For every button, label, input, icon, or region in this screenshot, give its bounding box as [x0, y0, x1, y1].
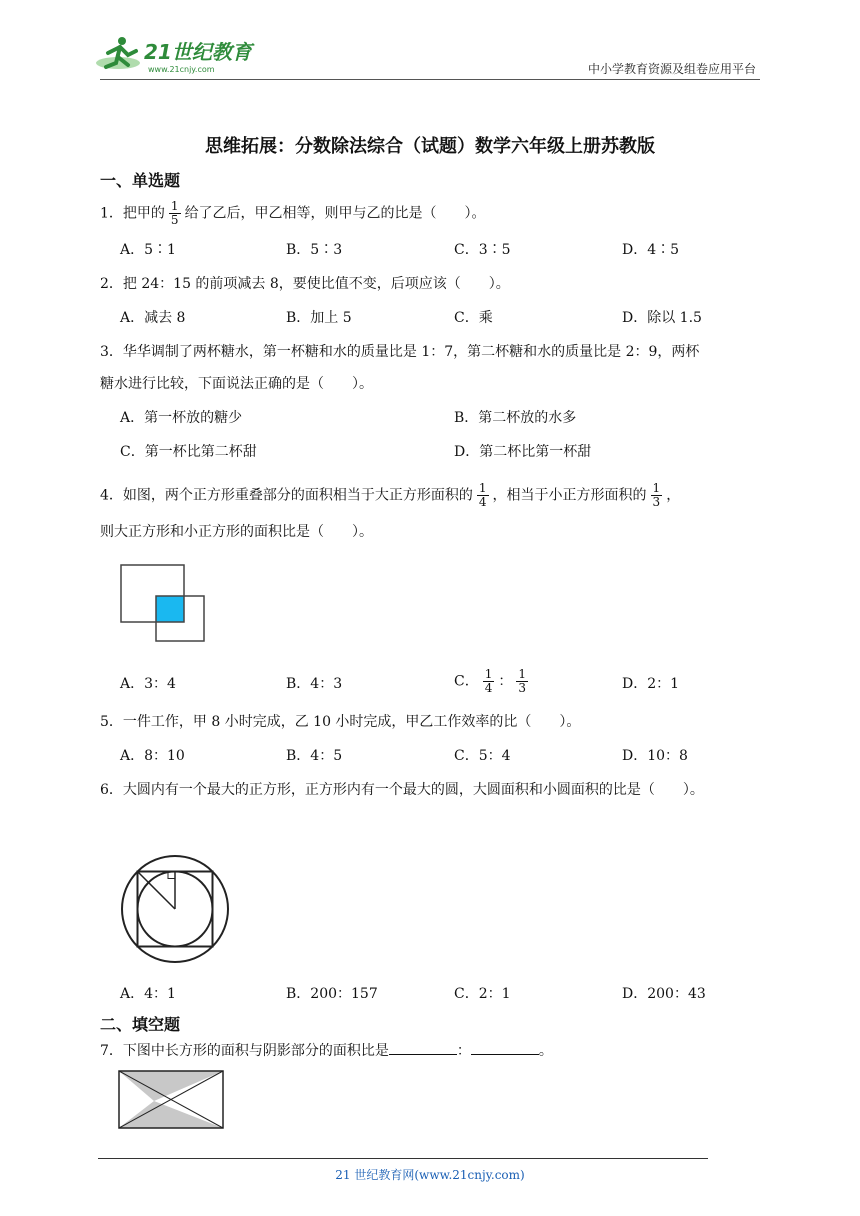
question-4-line-2: 则大正方形和小正方形的面积比是（ ）。: [100, 524, 373, 540]
section-heading-single-choice: 一、单选题: [100, 171, 181, 190]
option-b[interactable]: B．5∶3: [286, 242, 343, 258]
logo-url: www.21cnjy.com: [148, 65, 215, 74]
option-b[interactable]: B．第二杯放的水多: [454, 410, 577, 426]
question-1-text-post: 给了乙后，甲乙相等，则甲与乙的比是（ ）。: [184, 205, 486, 222]
option-b[interactable]: B．加上 5: [286, 310, 352, 326]
circle-square-circle-figure: [118, 852, 232, 970]
question-5: 5．一件工作，甲 8 小时完成，乙 10 小时完成，甲乙工作效率的比（ ）。: [100, 714, 581, 730]
logo-text: 21世纪教育: [144, 40, 252, 64]
footer-divider: [98, 1158, 708, 1159]
section-heading-fill-in: 二、填空题: [100, 1015, 181, 1034]
question-2: 2．把 24：15 的前项减去 8，要使比值不变，后项应该（ ）。: [100, 276, 510, 292]
option-c[interactable]: C．2：1: [454, 986, 511, 1002]
option-d[interactable]: D．除以 1.5: [622, 310, 702, 326]
option-d[interactable]: D．10：8: [622, 748, 688, 764]
option-c[interactable]: C． $\frac{1}{4}$ ： $\frac{1}{3}$: [454, 667, 526, 695]
option-c[interactable]: C．第一杯比第二杯甜: [120, 444, 257, 460]
option-b[interactable]: B．200：157: [286, 986, 378, 1002]
option-a[interactable]: A．5∶1: [120, 242, 176, 258]
question-7: 7．下图中长方形的面积与阴影部分的面积比是 ： 。: [100, 1040, 553, 1061]
question-3-line-1: 3．华华调制了两杯糖水，第一杯糖和水的质量比是 1：7，第二杯糖和水的质量比是 2：9，两杯: [100, 344, 700, 360]
question-3-line-2: 糖水进行比较，下面说法正确的是（ ）。: [100, 376, 373, 392]
fraction: $\frac{1}{5}$: [170, 199, 179, 227]
option-c[interactable]: C．3∶5: [454, 242, 511, 258]
overlap-region: [156, 596, 184, 622]
answer-blank-1[interactable]: [389, 1040, 457, 1055]
option-a[interactable]: A．3：4: [120, 676, 176, 692]
shaded-triangle-bottom: [119, 1101, 223, 1128]
site-logo: [92, 33, 262, 78]
footer-text: 21 世纪教育网(www.21cnjy.com): [335, 1168, 525, 1182]
fraction: $\frac{1}{3}$: [652, 481, 661, 509]
question-4-line-1: 4．如图，两个正方形重叠部分的面积相当于大正方形面积的 $\frac{1}{4}$ ，相当于小正方形面积的 $\frac{1}{3}$ ，: [100, 481, 681, 509]
answer-blank-2[interactable]: [471, 1040, 539, 1055]
rectangle-shaded-figure: [118, 1070, 224, 1134]
option-b[interactable]: B．4：3: [286, 676, 343, 692]
option-d[interactable]: D．4∶5: [622, 242, 680, 258]
option-a[interactable]: A．第一杯放的糖少: [120, 410, 243, 426]
fraction: $\frac{1}{3}$: [518, 667, 526, 695]
question-6: 6．大圆内有一个最大的正方形，正方形内有一个最大的圆，大圆面积和小圆面积的比是（ ）。: [100, 782, 704, 798]
fraction: $\frac{1}{4}$: [478, 481, 487, 509]
page-title: 思维拓展：分数除法综合（试题）数学六年级上册苏教版: [205, 136, 655, 157]
platform-tagline: 中小学教育资源及组卷应用平台: [587, 62, 756, 76]
option-a[interactable]: A．4：1: [120, 986, 176, 1002]
option-d[interactable]: D．第二杯比第一杯甜: [454, 444, 592, 460]
option-a[interactable]: A．减去 8: [120, 310, 186, 326]
question-1-text: 1．把甲的: [100, 205, 165, 222]
option-d[interactable]: D．2：1: [622, 676, 680, 692]
option-c[interactable]: C．乘: [454, 310, 493, 326]
option-a[interactable]: A．8：10: [120, 748, 185, 764]
question-1: [100, 200, 486, 227]
option-d[interactable]: D．200：43: [622, 986, 706, 1002]
overlapping-squares-figure: [118, 562, 212, 648]
option-b[interactable]: B．4：5: [286, 748, 343, 764]
shaded-triangle-top: [119, 1071, 223, 1101]
header-divider: [100, 79, 760, 80]
option-c[interactable]: C．5：4: [454, 748, 511, 764]
fraction: $\frac{1}{4}$: [484, 667, 493, 695]
